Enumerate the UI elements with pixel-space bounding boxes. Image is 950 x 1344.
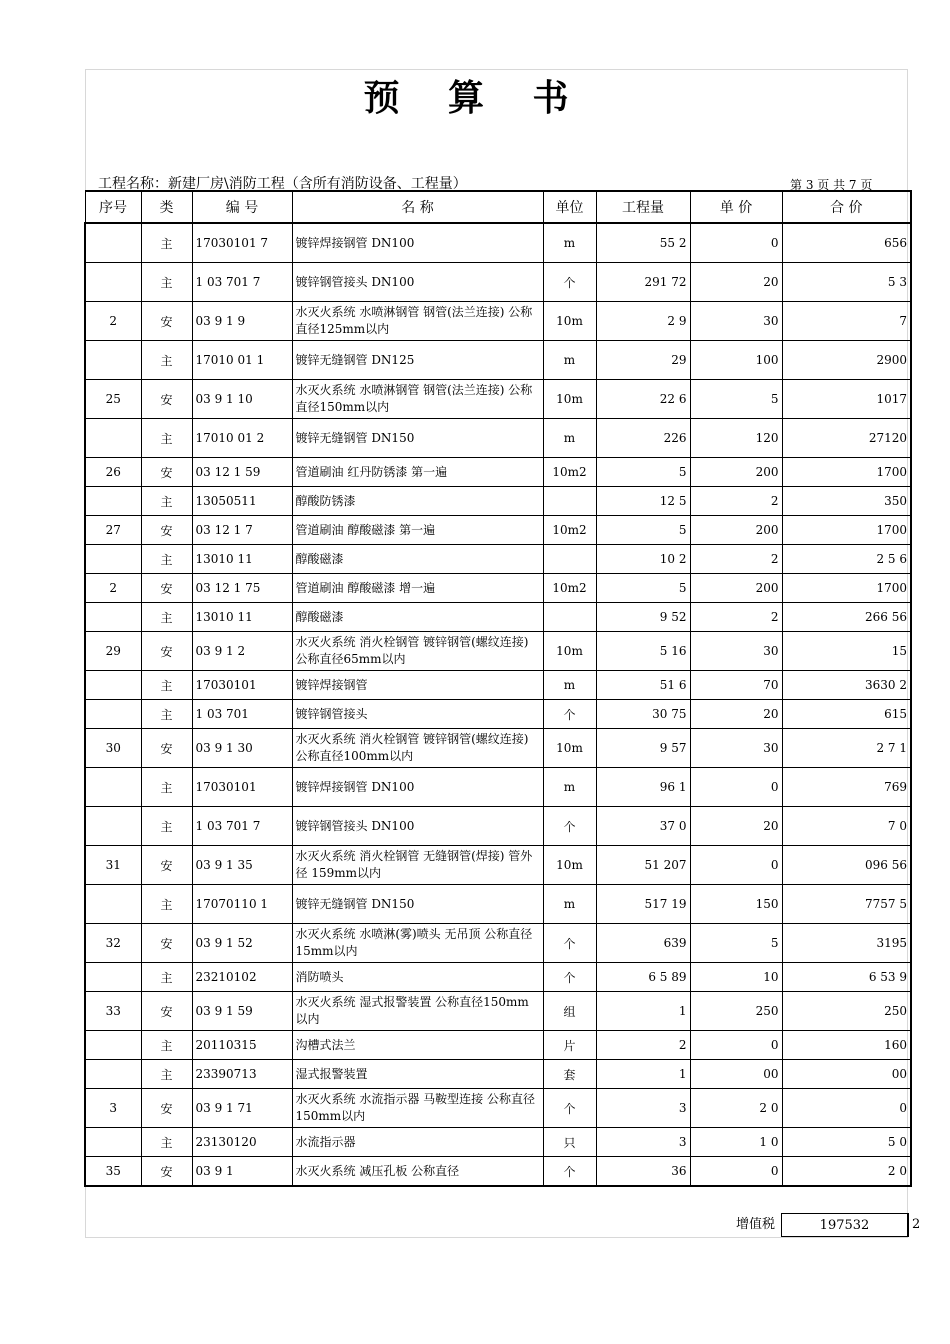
row-type: 安 <box>141 729 192 768</box>
row-seq: 32 <box>85 924 141 963</box>
row-name: 水灭火系统 湿式报警装置 公称直径150mm以内 <box>292 992 543 1031</box>
table-row <box>85 729 911 768</box>
header-seq: 序号 <box>85 191 141 223</box>
row-type: 主 <box>141 223 192 263</box>
row-price: 5 <box>690 924 782 963</box>
row-unit: 10m <box>543 729 596 768</box>
row-unit: 10m2 <box>543 458 596 487</box>
table-row <box>85 603 911 632</box>
row-price: 120 <box>690 419 782 458</box>
row-price: 150 <box>690 885 782 924</box>
row-name: 水灭火系统 水流指示器 马鞍型连接 公称直径150mm以内 <box>292 1089 543 1128</box>
row-type: 安 <box>141 458 192 487</box>
row-total: 15 <box>782 632 911 671</box>
row-unit: 个 <box>543 924 596 963</box>
row-price: 20 <box>690 807 782 846</box>
row-qty: 12 5 <box>596 487 690 516</box>
row-seq: 30 <box>85 729 141 768</box>
table-row <box>85 380 911 419</box>
row-qty: 2 9 <box>596 302 690 341</box>
row-seq: 29 <box>85 632 141 671</box>
table-row <box>85 992 911 1031</box>
row-name: 水灭火系统 水喷淋(雾)喷头 无吊顶 公称直径15mm以内 <box>292 924 543 963</box>
row-type: 主 <box>141 263 192 302</box>
row-name: 水灭火系统 水喷淋钢管 钢管(法兰连接) 公称直径125mm以内 <box>292 302 543 341</box>
row-total: 1700 <box>782 574 911 603</box>
row-unit: 个 <box>543 700 596 729</box>
row-code: 17030101 <box>192 671 292 700</box>
row-code: 20110315 <box>192 1031 292 1060</box>
row-qty: 5 <box>596 516 690 545</box>
row-name: 镀锌无缝钢管 DN150 <box>292 419 543 458</box>
row-seq: 25 <box>85 380 141 419</box>
row-total: 096 56 <box>782 846 911 885</box>
table-row <box>85 700 911 729</box>
row-price: 0 <box>690 223 782 263</box>
row-qty: 1 <box>596 992 690 1031</box>
row-seq <box>85 963 141 992</box>
row-code: 1 03 701 <box>192 700 292 729</box>
row-code: 03 9 1 10 <box>192 380 292 419</box>
row-qty: 517 19 <box>596 885 690 924</box>
row-type: 主 <box>141 963 192 992</box>
row-qty: 22 6 <box>596 380 690 419</box>
row-code: 03 9 1 59 <box>192 992 292 1031</box>
row-code: 1 03 701 7 <box>192 263 292 302</box>
row-total: 00 <box>782 1060 911 1089</box>
row-price: 10 <box>690 963 782 992</box>
row-code: 03 12 1 59 <box>192 458 292 487</box>
row-unit: m <box>543 341 596 380</box>
table-row <box>85 885 911 924</box>
row-seq: 26 <box>85 458 141 487</box>
table-row <box>85 1060 911 1089</box>
row-total: 3195 <box>782 924 911 963</box>
row-name: 水灭火系统 消火栓钢管 镀锌钢管(螺纹连接) 公称直径65mm以内 <box>292 632 543 671</box>
row-type: 安 <box>141 302 192 341</box>
row-seq <box>85 1031 141 1060</box>
row-name: 水灭火系统 消火栓钢管 无缝钢管(焊接) 管外径 159mm以内 <box>292 846 543 885</box>
row-unit: m <box>543 419 596 458</box>
row-unit: 组 <box>543 992 596 1031</box>
row-type: 主 <box>141 807 192 846</box>
table-row <box>85 963 911 992</box>
row-seq <box>85 545 141 574</box>
row-total: 1700 <box>782 458 911 487</box>
row-name: 消防喷头 <box>292 963 543 992</box>
row-unit: 个 <box>543 807 596 846</box>
row-total: 266 56 <box>782 603 911 632</box>
row-qty: 37 0 <box>596 807 690 846</box>
row-name: 水灭火系统 减压孔板 公称直径 <box>292 1157 543 1187</box>
row-code: 03 9 1 71 <box>192 1089 292 1128</box>
row-qty: 30 75 <box>596 700 690 729</box>
row-total: 3630 2 <box>782 671 911 700</box>
row-price: 0 <box>690 768 782 807</box>
row-code: 17070110 1 <box>192 885 292 924</box>
row-price: 1 0 <box>690 1128 782 1157</box>
row-unit <box>543 545 596 574</box>
row-qty: 639 <box>596 924 690 963</box>
row-name: 镀锌钢管接头 <box>292 700 543 729</box>
table-row <box>85 846 911 885</box>
row-code: 03 9 1 35 <box>192 846 292 885</box>
row-name: 湿式报警装置 <box>292 1060 543 1089</box>
row-qty: 3 <box>596 1128 690 1157</box>
budget-table <box>84 190 912 1187</box>
row-price: 200 <box>690 458 782 487</box>
row-price: 00 <box>690 1060 782 1089</box>
row-seq <box>85 223 141 263</box>
row-unit: 个 <box>543 1089 596 1128</box>
table-row <box>85 671 911 700</box>
row-qty: 51 207 <box>596 846 690 885</box>
row-type: 主 <box>141 1128 192 1157</box>
row-code: 17010 01 1 <box>192 341 292 380</box>
row-price: 2 <box>690 603 782 632</box>
row-qty: 1 <box>596 1060 690 1089</box>
row-type: 主 <box>141 1031 192 1060</box>
row-unit: 10m2 <box>543 516 596 545</box>
header-total: 合 价 <box>782 191 911 223</box>
row-name: 管道刷油 醇酸磁漆 增一遍 <box>292 574 543 603</box>
row-total: 7 <box>782 302 911 341</box>
table-row <box>85 302 911 341</box>
row-code: 03 12 1 7 <box>192 516 292 545</box>
row-code: 17030101 <box>192 768 292 807</box>
row-unit: 套 <box>543 1060 596 1089</box>
row-code: 23210102 <box>192 963 292 992</box>
row-code: 13050511 <box>192 487 292 516</box>
row-unit: 10m <box>543 846 596 885</box>
table-row <box>85 632 911 671</box>
row-unit: m <box>543 223 596 263</box>
row-code: 23390713 <box>192 1060 292 1089</box>
table-row <box>85 1157 911 1187</box>
row-seq <box>85 263 141 302</box>
table-row <box>85 924 911 963</box>
row-name: 水流指示器 <box>292 1128 543 1157</box>
row-type: 安 <box>141 380 192 419</box>
row-unit: 片 <box>543 1031 596 1060</box>
row-unit <box>543 603 596 632</box>
row-total: 5 3 <box>782 263 911 302</box>
row-type: 主 <box>141 419 192 458</box>
row-code: 03 9 1 <box>192 1157 292 1187</box>
header-unit: 单位 <box>543 191 596 223</box>
row-total: 656 <box>782 223 911 263</box>
row-total: 350 <box>782 487 911 516</box>
row-price: 20 <box>690 700 782 729</box>
row-qty: 9 52 <box>596 603 690 632</box>
row-total: 1017 <box>782 380 911 419</box>
row-unit: m <box>543 885 596 924</box>
row-qty: 2 <box>596 1031 690 1060</box>
row-price: 2 <box>690 545 782 574</box>
row-code: 03 12 1 75 <box>192 574 292 603</box>
row-qty: 226 <box>596 419 690 458</box>
row-type: 主 <box>141 768 192 807</box>
row-name: 管道刷油 醇酸磁漆 第一遍 <box>292 516 543 545</box>
row-unit: 只 <box>543 1128 596 1157</box>
row-name: 沟槽式法兰 <box>292 1031 543 1060</box>
row-type: 安 <box>141 924 192 963</box>
row-total: 7757 5 <box>782 885 911 924</box>
row-qty: 5 16 <box>596 632 690 671</box>
row-name: 醇酸磁漆 <box>292 603 543 632</box>
header-name: 名 称 <box>292 191 543 223</box>
row-seq: 31 <box>85 846 141 885</box>
row-total: 250 <box>782 992 911 1031</box>
row-unit: 个 <box>543 963 596 992</box>
row-seq: 2 <box>85 302 141 341</box>
row-price: 70 <box>690 671 782 700</box>
row-unit <box>543 487 596 516</box>
header-price: 单 价 <box>690 191 782 223</box>
row-qty: 51 6 <box>596 671 690 700</box>
header-qty: 工程量 <box>596 191 690 223</box>
row-type: 安 <box>141 846 192 885</box>
row-seq <box>85 1060 141 1089</box>
row-qty: 291 72 <box>596 263 690 302</box>
row-seq: 27 <box>85 516 141 545</box>
row-type: 主 <box>141 545 192 574</box>
row-qty: 9 57 <box>596 729 690 768</box>
row-total: 1700 <box>782 516 911 545</box>
row-price: 2 0 <box>690 1089 782 1128</box>
row-price: 0 <box>690 1031 782 1060</box>
row-type: 安 <box>141 574 192 603</box>
row-code: 23130120 <box>192 1128 292 1157</box>
row-seq <box>85 807 141 846</box>
row-seq <box>85 419 141 458</box>
row-seq <box>85 341 141 380</box>
table-row <box>85 419 911 458</box>
row-qty: 96 1 <box>596 768 690 807</box>
row-code: 03 9 1 2 <box>192 632 292 671</box>
table-row <box>85 1031 911 1060</box>
row-seq: 35 <box>85 1157 141 1187</box>
table-row <box>85 516 911 545</box>
row-name: 水灭火系统 水喷淋钢管 钢管(法兰连接) 公称直径150mm以内 <box>292 380 543 419</box>
row-price: 20 <box>690 263 782 302</box>
tax-value: 197532 <box>781 1213 909 1237</box>
row-qty: 3 <box>596 1089 690 1128</box>
header-type: 类 <box>141 191 192 223</box>
document-title: 预 算 书 <box>363 78 587 119</box>
row-total: 5 0 <box>782 1128 911 1157</box>
row-qty: 36 <box>596 1157 690 1187</box>
row-price: 0 <box>690 846 782 885</box>
row-price: 2 <box>690 487 782 516</box>
table-row <box>85 458 911 487</box>
row-seq <box>85 671 141 700</box>
row-price: 30 <box>690 729 782 768</box>
row-type: 主 <box>141 603 192 632</box>
row-name: 水灭火系统 消火栓钢管 镀锌钢管(螺纹连接) 公称直径100mm以内 <box>292 729 543 768</box>
row-name: 镀锌钢管接头 DN100 <box>292 807 543 846</box>
row-type: 主 <box>141 341 192 380</box>
table-row <box>85 487 911 516</box>
table-header <box>85 191 911 223</box>
row-total: 2 0 <box>782 1157 911 1187</box>
row-name: 镀锌焊接钢管 <box>292 671 543 700</box>
row-name: 醇酸磁漆 <box>292 545 543 574</box>
row-total: 2900 <box>782 341 911 380</box>
row-qty: 5 <box>596 458 690 487</box>
table-row <box>85 1089 911 1128</box>
header-code: 编 号 <box>192 191 292 223</box>
row-total: 160 <box>782 1031 911 1060</box>
row-price: 200 <box>690 574 782 603</box>
row-price: 5 <box>690 380 782 419</box>
row-unit: 10m <box>543 380 596 419</box>
row-seq: 3 <box>85 1089 141 1128</box>
row-code: 03 9 1 30 <box>192 729 292 768</box>
row-code: 1 03 701 7 <box>192 807 292 846</box>
row-name: 镀锌无缝钢管 DN150 <box>292 885 543 924</box>
row-seq <box>85 885 141 924</box>
row-type: 安 <box>141 1157 192 1187</box>
row-qty: 55 2 <box>596 223 690 263</box>
row-unit: 10m <box>543 632 596 671</box>
row-price: 200 <box>690 516 782 545</box>
row-type: 主 <box>141 671 192 700</box>
table-row <box>85 574 911 603</box>
tax-suffix: 2 <box>912 1217 921 1232</box>
row-name: 镀锌钢管接头 DN100 <box>292 263 543 302</box>
row-code: 03 9 1 52 <box>192 924 292 963</box>
row-name: 镀锌焊接钢管 DN100 <box>292 768 543 807</box>
row-total: 769 <box>782 768 911 807</box>
row-total: 615 <box>782 700 911 729</box>
row-qty: 29 <box>596 341 690 380</box>
row-code: 13010 11 <box>192 545 292 574</box>
row-type: 主 <box>141 487 192 516</box>
project-name: 工程名称：新建厂房\消防工程（含所有消防设备、工程量） <box>98 176 467 192</box>
row-type: 安 <box>141 992 192 1031</box>
row-price: 100 <box>690 341 782 380</box>
table-row <box>85 807 911 846</box>
row-seq: 2 <box>85 574 141 603</box>
row-price: 250 <box>690 992 782 1031</box>
row-seq: 33 <box>85 992 141 1031</box>
row-unit: 10m2 <box>543 574 596 603</box>
table-row <box>85 1128 911 1157</box>
row-seq <box>85 700 141 729</box>
row-total: 2 5 6 <box>782 545 911 574</box>
row-code: 17030101 7 <box>192 223 292 263</box>
row-unit: 个 <box>543 263 596 302</box>
row-qty: 10 2 <box>596 545 690 574</box>
row-type: 安 <box>141 632 192 671</box>
row-total: 7 0 <box>782 807 911 846</box>
row-name: 镀锌无缝钢管 DN125 <box>292 341 543 380</box>
row-unit: 10m <box>543 302 596 341</box>
row-price: 30 <box>690 302 782 341</box>
row-unit: 个 <box>543 1157 596 1187</box>
row-type: 主 <box>141 700 192 729</box>
table-row <box>85 545 911 574</box>
table-row <box>85 768 911 807</box>
row-type: 主 <box>141 1060 192 1089</box>
row-type: 安 <box>141 1089 192 1128</box>
page-number: 第 3 页 共 7 页 <box>790 178 873 192</box>
row-total: 6 53 9 <box>782 963 911 992</box>
row-total: 27120 <box>782 419 911 458</box>
row-total: 2 7 1 <box>782 729 911 768</box>
row-qty: 5 <box>596 574 690 603</box>
row-code: 13010 11 <box>192 603 292 632</box>
row-name: 醇酸防锈漆 <box>292 487 543 516</box>
row-price: 0 <box>690 1157 782 1187</box>
row-code: 17010 01 2 <box>192 419 292 458</box>
row-price: 30 <box>690 632 782 671</box>
row-type: 安 <box>141 516 192 545</box>
row-type: 主 <box>141 885 192 924</box>
table-row <box>85 223 911 263</box>
row-name: 镀锌焊接钢管 DN100 <box>292 223 543 263</box>
row-unit: m <box>543 671 596 700</box>
row-seq <box>85 1128 141 1157</box>
row-seq <box>85 487 141 516</box>
row-name: 管道刷油 红丹防锈漆 第一遍 <box>292 458 543 487</box>
row-code: 03 9 1 9 <box>192 302 292 341</box>
tax-label: 增值税 <box>736 1217 776 1232</box>
row-seq <box>85 768 141 807</box>
table-row <box>85 341 911 380</box>
table-row <box>85 263 911 302</box>
row-qty: 6 5 89 <box>596 963 690 992</box>
row-total: 0 <box>782 1089 911 1128</box>
row-seq <box>85 603 141 632</box>
row-unit: m <box>543 768 596 807</box>
